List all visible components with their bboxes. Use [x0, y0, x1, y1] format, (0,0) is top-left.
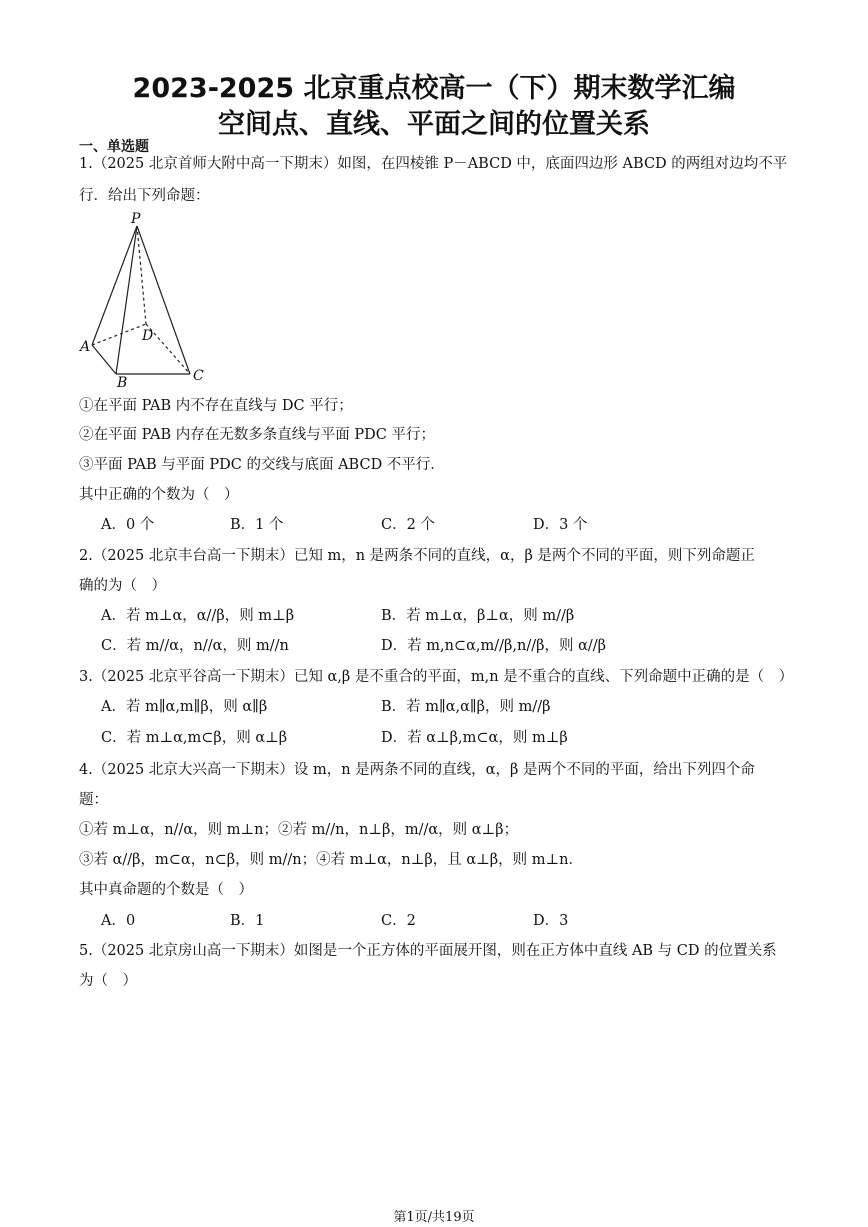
q2-option-c: C．若 m//α，n//α，则 m//n [101, 638, 289, 654]
q1-option-c: C．2 个 [381, 517, 435, 533]
q4-statements-3-4: ③若 α//β，m⊂α，n⊂β，则 m//n；④若 m⊥α，n⊥β，且 α⊥β，则 m⊥n． [79, 852, 583, 868]
q3-stem-line1: 3.（2025 北京平谷高一下期末）已知 α,β 是不重合的平面，m,n 是不重合的直线、下列命题中正确的是（ ） [79, 669, 794, 685]
q5-stem-line1: 5.（2025 北京房山高一下期末）如图是一个正方体的平面展开图，则在正方体中直线 AB 与 CD 的位置关系 [79, 943, 777, 959]
q1-statement-1: ①在平面 PAB 内不存在直线与 DC 平行； [79, 398, 353, 414]
vertex-label-c: C [193, 368, 204, 384]
q4-option-b: B．1 [230, 913, 265, 929]
q5-stem-line2: 为（ ） [79, 973, 137, 989]
vertex-label-d: D [142, 328, 154, 344]
q1-statement-2: ②在平面 PAB 内存在无数多条直线与平面 PDC 平行； [79, 427, 435, 443]
q2-stem-line1: 2.（2025 北京丰台高一下期末）已知 m，n 是两条不同的直线，α，β 是两个不同的平面，则下列命题正 [79, 548, 755, 564]
q4-question: 其中真命题的个数是（ ） [79, 882, 253, 898]
page-number: 第1页/共19页 [393, 1210, 475, 1225]
vertex-label-a: A [80, 339, 91, 355]
q1-option-b: B．1 个 [230, 517, 284, 533]
document-title-line2: 空间点、直线、平面之间的位置关系 [218, 109, 650, 140]
q2-option-d: D．若 m,n⊂α,m//β,n//β，则 α//β [381, 638, 607, 654]
document-title-line1: 2023-2025 北京重点校高一（下）期末数学汇编 [132, 73, 736, 104]
q3-option-b: B．若 m∥α,α∥β，则 m//β [381, 699, 551, 715]
pyramid-figure [79, 212, 219, 392]
q3-option-a: A．若 m∥α,m∥β，则 α∥β [101, 699, 268, 715]
q2-option-b: B．若 m⊥α，β⊥α，则 m//β [381, 608, 575, 624]
q3-option-c: C．若 m⊥α,m⊂β，则 α⊥β [101, 730, 288, 746]
q1-option-a: A．0 个 [101, 517, 155, 533]
q1-option-d: D．3 个 [533, 517, 588, 533]
q4-stem-line1: 4.（2025 北京大兴高一下期末）设 m，n 是两条不同的直线，α，β 是两个不同的平面，给出下列四个命 [79, 762, 755, 778]
vertex-label-p: P [131, 212, 141, 227]
q1-stem-line2: 行．给出下列命题： [79, 188, 210, 204]
q3-option-d: D．若 α⊥β,m⊂α，则 m⊥β [381, 730, 568, 746]
q4-stem-line2: 题： [79, 792, 108, 808]
q4-statements-1-2: ①若 m⊥α，n//α，则 m⊥n；②若 m//n，n⊥β，m//α，则 α⊥β； [79, 822, 519, 838]
q2-stem-line2: 确的为（ ） [79, 578, 166, 594]
q1-stem-line1: 1.（2025 北京首师大附中高一下期末）如图，在四棱锥 P－ABCD 中，底面四边形 ABCD 的两组对边均不平 [79, 156, 788, 172]
q2-option-a: A．若 m⊥α，α//β，则 m⊥β [101, 608, 295, 624]
vertex-label-b: B [117, 375, 128, 391]
section-heading: 一、单选题 [79, 139, 149, 155]
q4-option-d: D．3 [533, 913, 569, 929]
q1-statement-3: ③平面 PAB 与平面 PDC 的交线与底面 ABCD 不平行． [79, 457, 445, 473]
q4-option-c: C．2 [381, 913, 416, 929]
q4-option-a: A．0 [101, 913, 136, 929]
q1-question: 其中正确的个数为（ ） [79, 487, 239, 503]
